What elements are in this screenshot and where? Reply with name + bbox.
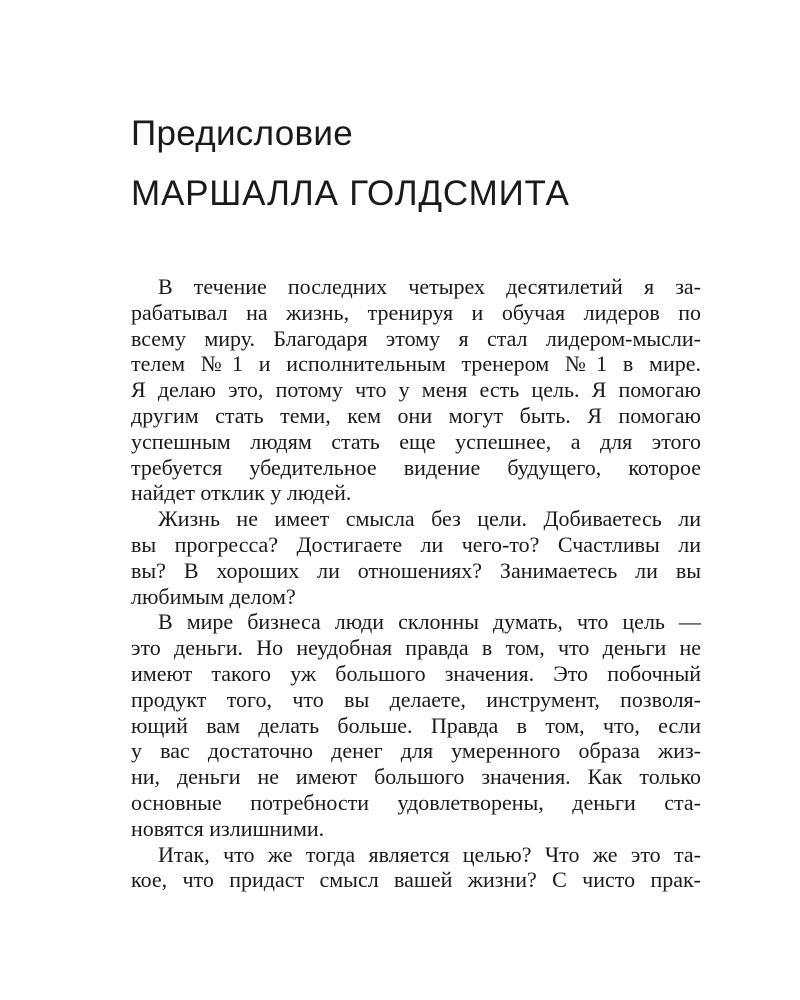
body-text [131,274,701,893]
paragraph [131,609,701,841]
text-line: ни, деньги не имеют большого значения. Как только [131,764,701,790]
text-line: В мире бизнеса люди склонны думать, что цель — [158,609,701,635]
text-line: ющий вам делать больше. Правда в том, что, если [131,712,701,738]
text-line: найдет отклик у людей. [131,480,352,506]
text-line: продукт того, что вы делаете, инструмент, позволя- [131,686,701,712]
text-line: имеют такого уж большого значения. Это побочный [131,660,701,686]
text-line: В течение последних четырех десятилетий я за- [158,274,701,299]
text-line: вы прогресса? Достигаете ли чего-то? Счастливы ли [131,531,701,557]
text-line: успешным людям стать еще успешнее, а для этого [131,428,701,454]
text-line: вы? В хороших ли отношениях? Занимаетесь ли вы [131,557,701,583]
text-line: рабатывал на жизнь, тренируя и обучая лидеров по [131,299,701,325]
paragraph [131,274,701,506]
text-line: телем №1 и исполнительным тренером №1 в мире. [131,351,701,377]
text-line: это деньги. Но неудобная правда в том, что деньги не [131,635,701,661]
text-line: основные потребности удовлетворены, деньги ста- [131,789,701,815]
text-line: любимым делом? [131,583,296,609]
text-line: новятся излишними. [131,815,325,841]
text-line: у вас достаточно денег для умеренного образа жиз- [131,738,701,764]
paragraph [131,506,701,609]
text-line: Я делаю это, потому что у меня есть цель. Я помогаю [131,377,701,403]
text-line: требуется убедительное видение будущего, которое [131,454,701,480]
paragraph [131,842,701,894]
chapter-title: Предисловие [131,114,353,153]
text-line: Итак, что же тогда является целью? Что же это та- [158,841,701,867]
text-line: другим стать теми, кем они могут быть. Я помогаю [131,402,701,428]
text-line: кое, что придаст смысл вашей жизни? С чисто прак- [131,867,701,893]
text-line: Жизнь не имеет смысла без цели. Добиваетесь ли [158,506,701,532]
text-line: всему миру. Благодаря этому я стал лидером-мысли- [131,325,701,351]
chapter-subtitle: МАРШАЛЛА ГОЛДСМИТА [131,174,570,213]
